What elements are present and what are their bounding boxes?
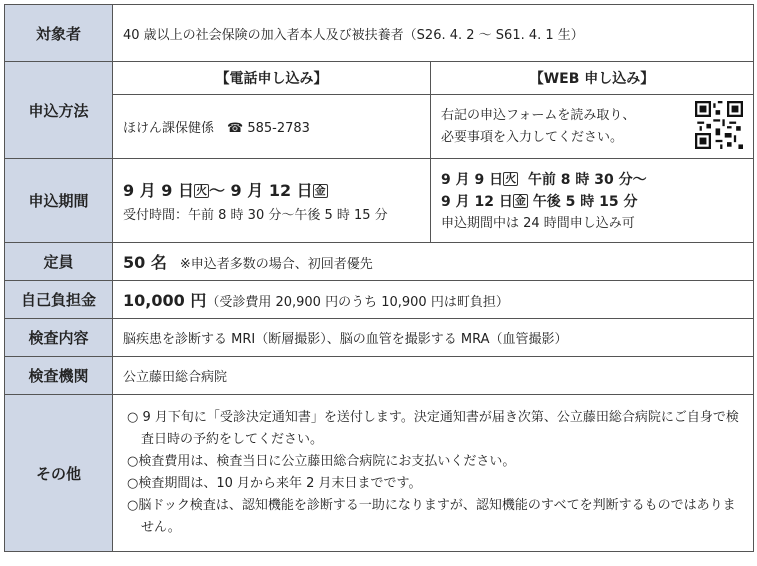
row-cost [5,281,754,319]
phone-text: ほけん課保健係 ☎ 585-2783 [113,95,431,159]
web-header: 【WEB 申し込み】 [431,62,754,95]
web-line2: 必要事項を入力してください。 [441,129,624,145]
capacity-label: 定員 [5,243,113,281]
phone-period-sub: 受付時間：午前 8 時 30 分～午後 5 時 15 分 [123,208,388,223]
facility-text: 公立藤田総合病院 [113,357,754,395]
facility-label: 検査機関 [5,357,113,395]
row-target [5,5,754,62]
row-method-body [5,95,754,159]
period-label: 申込期間 [5,159,113,243]
row-facility [5,357,754,395]
web-text-cell [431,95,754,159]
target-text: 40 歳以上の社会保険の加入者本人及び被扶養者（S26. 4. 2 ～ S61. 4. 1 生） [113,5,754,62]
content-text: 脳疾患を診断する MRI（断層撮影）、脳の血管を撮影する MRA（血管撮影） [113,319,754,357]
other-note-1: ○ 9 月下旬に「受診決定通知書」を送付します。決定通知書が届き次第、公立藤田総合病院にご自身で検査日時の予約をしてください。 [127,410,739,447]
row-capacity [5,243,754,281]
web-line1: 右記の申込フォームを読み取り、 [441,107,636,123]
row-content [5,319,754,357]
web-period-cell [431,159,754,243]
phone-period-cell [113,159,431,243]
capacity-cell: 50 名 ※申込者多数の場合、初回者優先 [113,243,754,281]
phone-header: 【電話申し込み】 [113,62,431,95]
phone-period-main: 9 月 9 日 火 ～ 9 月 12 日 金 [123,181,326,200]
other-label: その他 [5,395,113,552]
other-notes [113,395,754,552]
web-period-note: 申込期間中は 24 時間申し込み可 [441,215,635,231]
other-note-4: ○脳ドック検査は、認知機能を診断する一助になりますが、認知機能のすべてを判断するものではありません。 [127,498,736,535]
other-note-2: ○検査費用は、検査当日に公立藤田総合病院にお支払いください。 [127,454,516,469]
web-period-line1: 9 月 9 日 火 午前 8 時 30 分～ [441,171,647,188]
row-period [5,159,754,243]
content-label: 検査内容 [5,319,113,357]
row-method-headers [5,62,754,95]
target-label: 対象者 [5,5,113,62]
cost-label: 自己負担金 [5,281,113,319]
method-label: 申込方法 [5,62,113,159]
info-table [4,4,754,552]
row-other [5,395,754,552]
qr-code-icon[interactable] [695,101,743,149]
web-period-line2: 9 月 12 日 金 午後 5 時 15 分 [441,193,638,210]
other-note-3: ○検査期間は、10 月から来年 2 月末日までです。 [127,476,422,491]
cost-cell: 10,000 円（受診費用 20,900 円のうち 10,900 円は町負担） [113,281,754,319]
